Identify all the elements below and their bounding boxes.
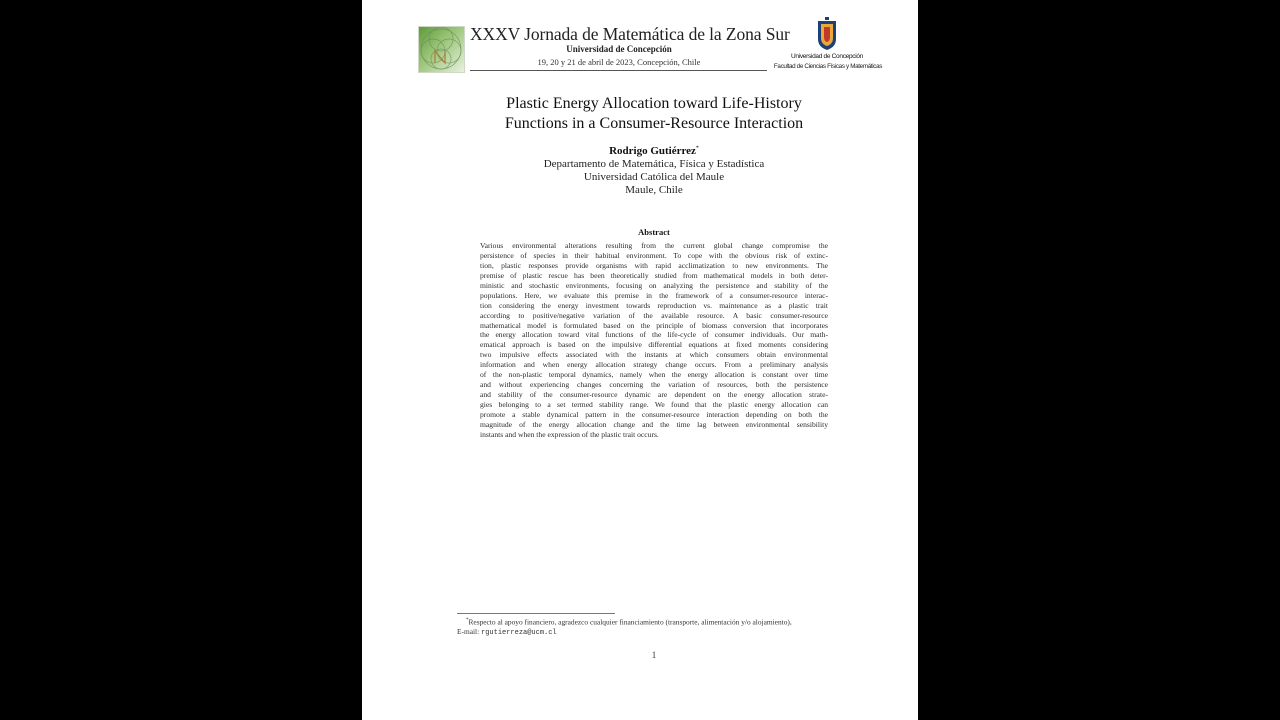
header-divider <box>470 70 767 71</box>
abstract-line: information and when energy allocation strategy change occurs. From a preliminary analysis <box>480 360 828 370</box>
abstract-line: ministic and stochastic environments, focusing on analyzing the persistence and stability of the <box>480 280 828 290</box>
abstract-line: mathematical model is formulated based on the principle of biomass conversion that incorporates <box>480 320 828 330</box>
abstract-line: two impulsive effects associated with the instants at which consumers obtain environmental <box>480 350 828 360</box>
paper-title <box>422 94 886 134</box>
affiliation-department: Departamento de Matemática, Física y Estadística <box>543 158 765 170</box>
crest-graphic <box>817 17 837 51</box>
conference-dates-location: 19, 20 y 21 de abril de 2023, Concepción, Chile <box>537 57 701 67</box>
footnote <box>457 616 857 638</box>
abstract-line: and without experiencing changes concerning the variation of resources, both the persistence <box>480 380 828 390</box>
paper-title-line-2: Functions in a Consumer-Resource Interaction <box>504 115 804 132</box>
abstract-line: promote a stable dynamical pattern in the consumer-resource interaction depending on both the <box>480 409 828 419</box>
abstract-line: tion considering the energy investment towards reproduction vs. maintenance as a plastic trait <box>480 300 828 310</box>
abstract-line: persistence of species in their habitual environment. To cope with the obvious risk of extinc- <box>480 250 828 260</box>
page-number: 1 <box>651 650 657 660</box>
author-name <box>422 145 886 157</box>
footnote-line-2 <box>457 627 857 639</box>
faculty-name-label: Facultad de Ciencias Físicas y Matemáticas <box>773 63 883 70</box>
abstract-line: tion, plastic responses provide organisms with rapid acclimatization to new environments. The <box>480 260 828 270</box>
affiliation-university: Universidad Católica del Maule <box>583 171 725 183</box>
abstract-line: instants and when the expression of the plastic trait occurs. <box>480 429 659 439</box>
university-crest-icon <box>817 17 837 51</box>
abstract-line: the energy allocation toward vital functions of the life-cycle of consumer individuals. Our math- <box>480 330 828 340</box>
abstract-line: of the non-plastic temporal dynamics, namely when the energy allocation is constant over time <box>480 370 828 380</box>
conference-university: Universidad de Concepción <box>566 44 672 54</box>
conference-title: XXXV Jornada de Matemática de la Zona Sur <box>470 24 790 44</box>
abstract-line: magnitude of the energy allocation change and the time lag between environmental sensibility <box>480 419 828 429</box>
footnote-line-1 <box>457 616 857 627</box>
abstract-line: Various environmental alterations resulting from the current global change compromise the <box>480 241 828 250</box>
abstract-line: according to positive/negative variation of the available resource. A basic consumer-resource <box>480 310 828 320</box>
conference-logo-icon <box>418 26 465 73</box>
paper-title-line-1: Plastic Energy Allocation toward Life-History <box>506 95 802 112</box>
conference-logo-graphic <box>419 27 464 72</box>
footnote-mark: * <box>466 618 469 623</box>
abstract-line: premise of plastic rescue has been theoretically studied from mathematical models in both deter- <box>480 270 828 280</box>
abstract-heading: Abstract <box>638 227 670 237</box>
abstract-line: ematical approach is based on the impulsive differential equations at fixed moments considering <box>480 340 828 350</box>
abstract-body <box>480 241 828 440</box>
footnote-divider <box>457 613 615 614</box>
email-address: rgutierreza@ucm.cl <box>481 628 557 637</box>
author-name-text: Rodrigo Gutiérrez <box>609 145 696 157</box>
affiliation-location: Maule, Chile <box>625 184 683 196</box>
abstract-line: gies belonging to a set termed stability range. We found that the plastic energy allocation can <box>480 400 828 409</box>
abstract-line: and stability of the consumer-resource dynamic are dependent on the energy allocation strate- <box>480 390 828 400</box>
university-name-label: Universidad de Concepción <box>791 53 863 60</box>
abstract-line: populations. Here, we evaluate this premise in the framework of a consumer-resource interac- <box>480 290 828 300</box>
author-footnote-mark: * <box>695 145 699 152</box>
document-page <box>362 0 918 720</box>
email-label: E-mail: <box>457 626 482 636</box>
footnote-text: Respecto al apoyo financiero, agradezco cualquier financiamiento (transporte, alimentación y/o alojamiento), <box>468 617 792 627</box>
